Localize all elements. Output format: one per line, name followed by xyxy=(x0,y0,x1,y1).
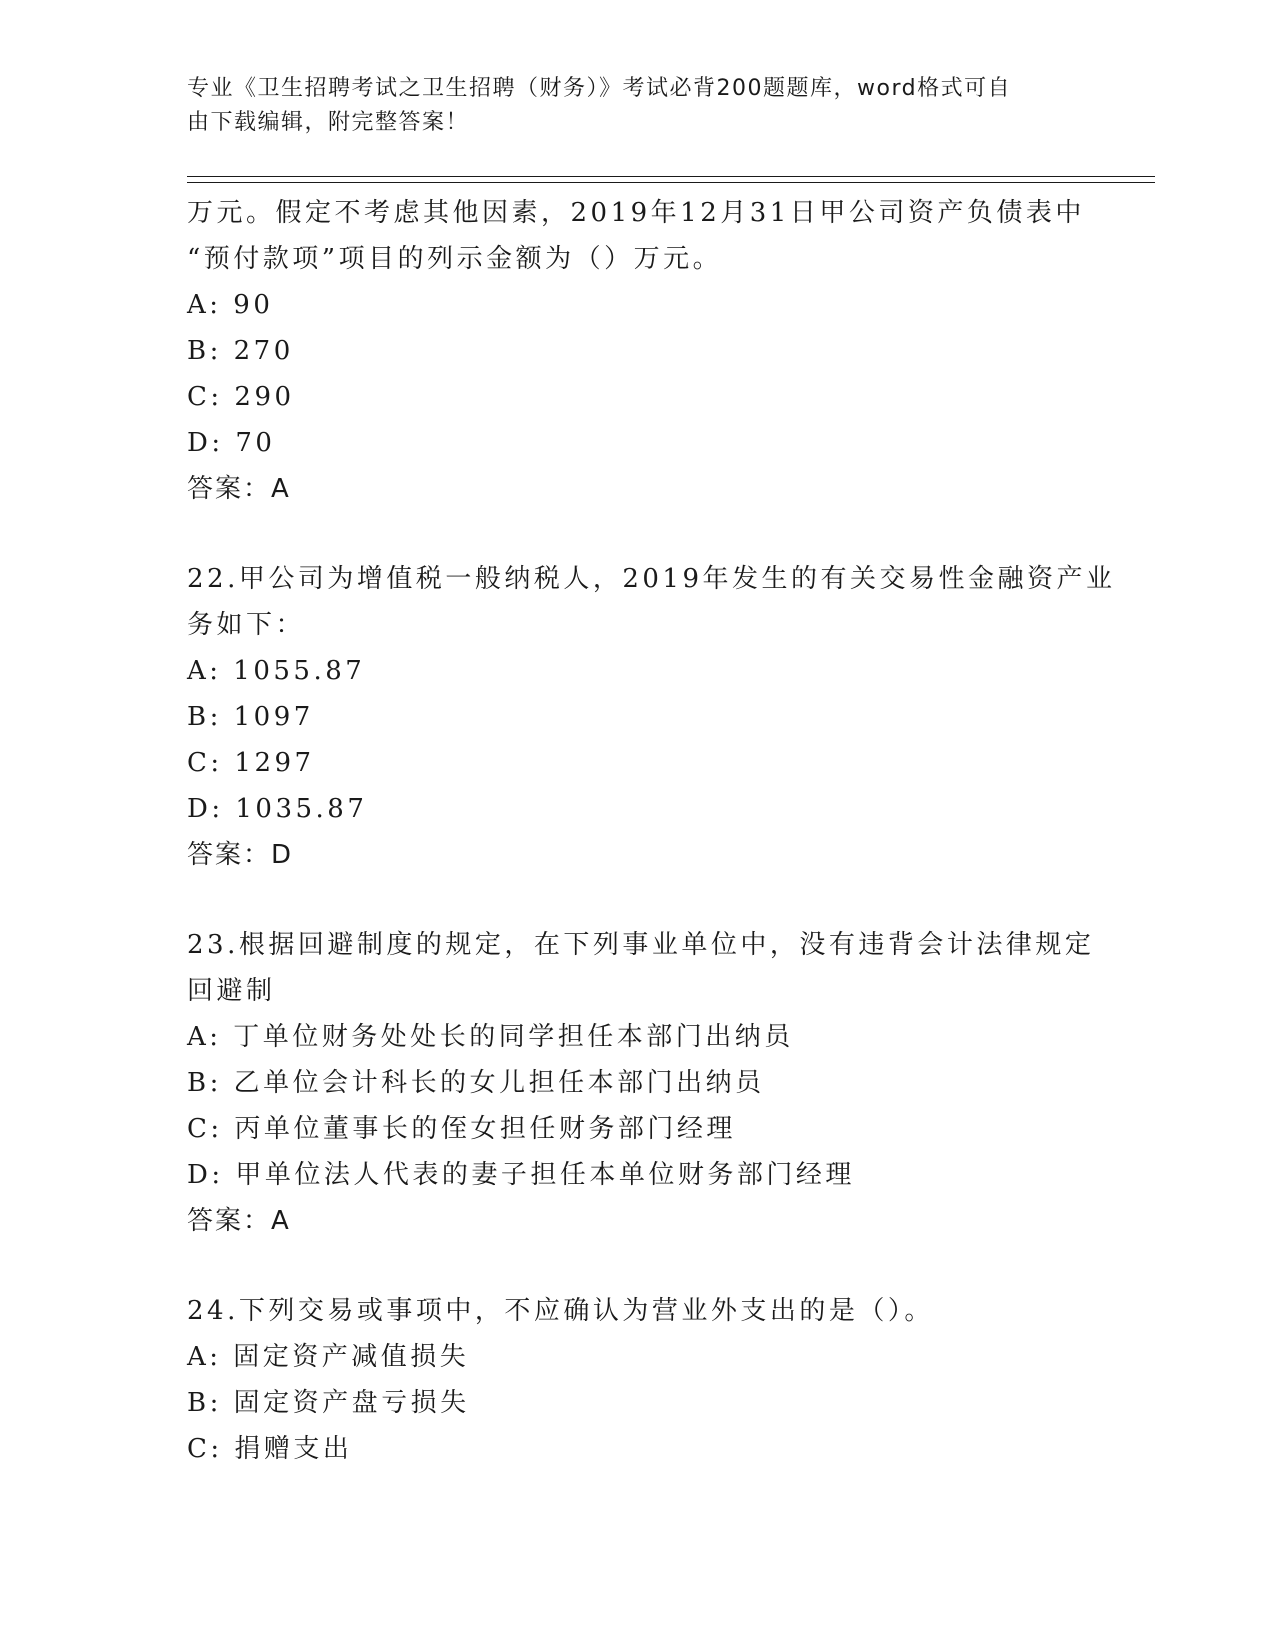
question-22 xyxy=(187,556,1116,878)
answer: 答案：D xyxy=(187,840,294,870)
option-b: B: 1097 xyxy=(187,702,314,732)
spacer xyxy=(187,878,1087,922)
question-text: 回避制 xyxy=(187,976,276,1006)
option-a: A: 1055.87 xyxy=(187,656,366,686)
option-a: A: 丁单位财务处处长的同学担任本部门出纳员 xyxy=(187,1022,794,1052)
question-text: 23.根据回避制度的规定，在下列事业单位中，没有违背会计法律规定 xyxy=(187,930,1095,960)
question-text: 24.下列交易或事项中，不应确认为营业外支出的是（）。 xyxy=(187,1296,934,1326)
option-b: B: 270 xyxy=(187,336,294,366)
option-c: C: 290 xyxy=(187,382,295,412)
option-d: D: 70 xyxy=(187,428,276,458)
header-divider-top xyxy=(187,176,1155,177)
document-body xyxy=(187,190,1116,1472)
answer: 答案：A xyxy=(187,474,291,504)
question-24 xyxy=(187,1288,1087,1472)
header-line-1: 专业《卫生招聘考试之卫生招聘（财务）》考试必背200题题库，word格式可自 xyxy=(187,76,1012,101)
option-d: D: 甲单位法人代表的妻子担任本单位财务部门经理 xyxy=(187,1160,855,1190)
answer: 答案：A xyxy=(187,1206,291,1236)
option-d: D: 1035.87 xyxy=(187,794,368,824)
question-text: 22.甲公司为增值税一般纳税人，2019年发生的有关交易性金融资产业 xyxy=(187,564,1116,594)
question-text: 万元。假定不考虑其他因素，2019年12月31日甲公司资产负债表中 xyxy=(187,198,1085,228)
option-c: C: 1297 xyxy=(187,748,315,778)
spacer xyxy=(187,1244,1087,1288)
spacer xyxy=(187,512,1087,556)
question-text: 务如下： xyxy=(187,610,306,640)
header-line-2: 由下载编辑，附完整答案！ xyxy=(187,110,470,135)
option-a: A: 90 xyxy=(187,290,274,320)
header-divider-bottom xyxy=(187,182,1155,183)
document-header xyxy=(187,72,1067,140)
question-21 xyxy=(187,190,1087,512)
option-c: C: 丙单位董事长的侄女担任财务部门经理 xyxy=(187,1114,736,1144)
question-text: “预付款项”项目的列示金额为（）万元。 xyxy=(187,244,723,274)
option-a: A: 固定资产减值损失 xyxy=(187,1342,470,1372)
option-b: B: 固定资产盘亏损失 xyxy=(187,1388,470,1418)
option-b: B: 乙单位会计科长的女儿担任本部门出纳员 xyxy=(187,1068,765,1098)
question-23 xyxy=(187,922,1095,1244)
option-c: C: 捐赠支出 xyxy=(187,1434,353,1464)
